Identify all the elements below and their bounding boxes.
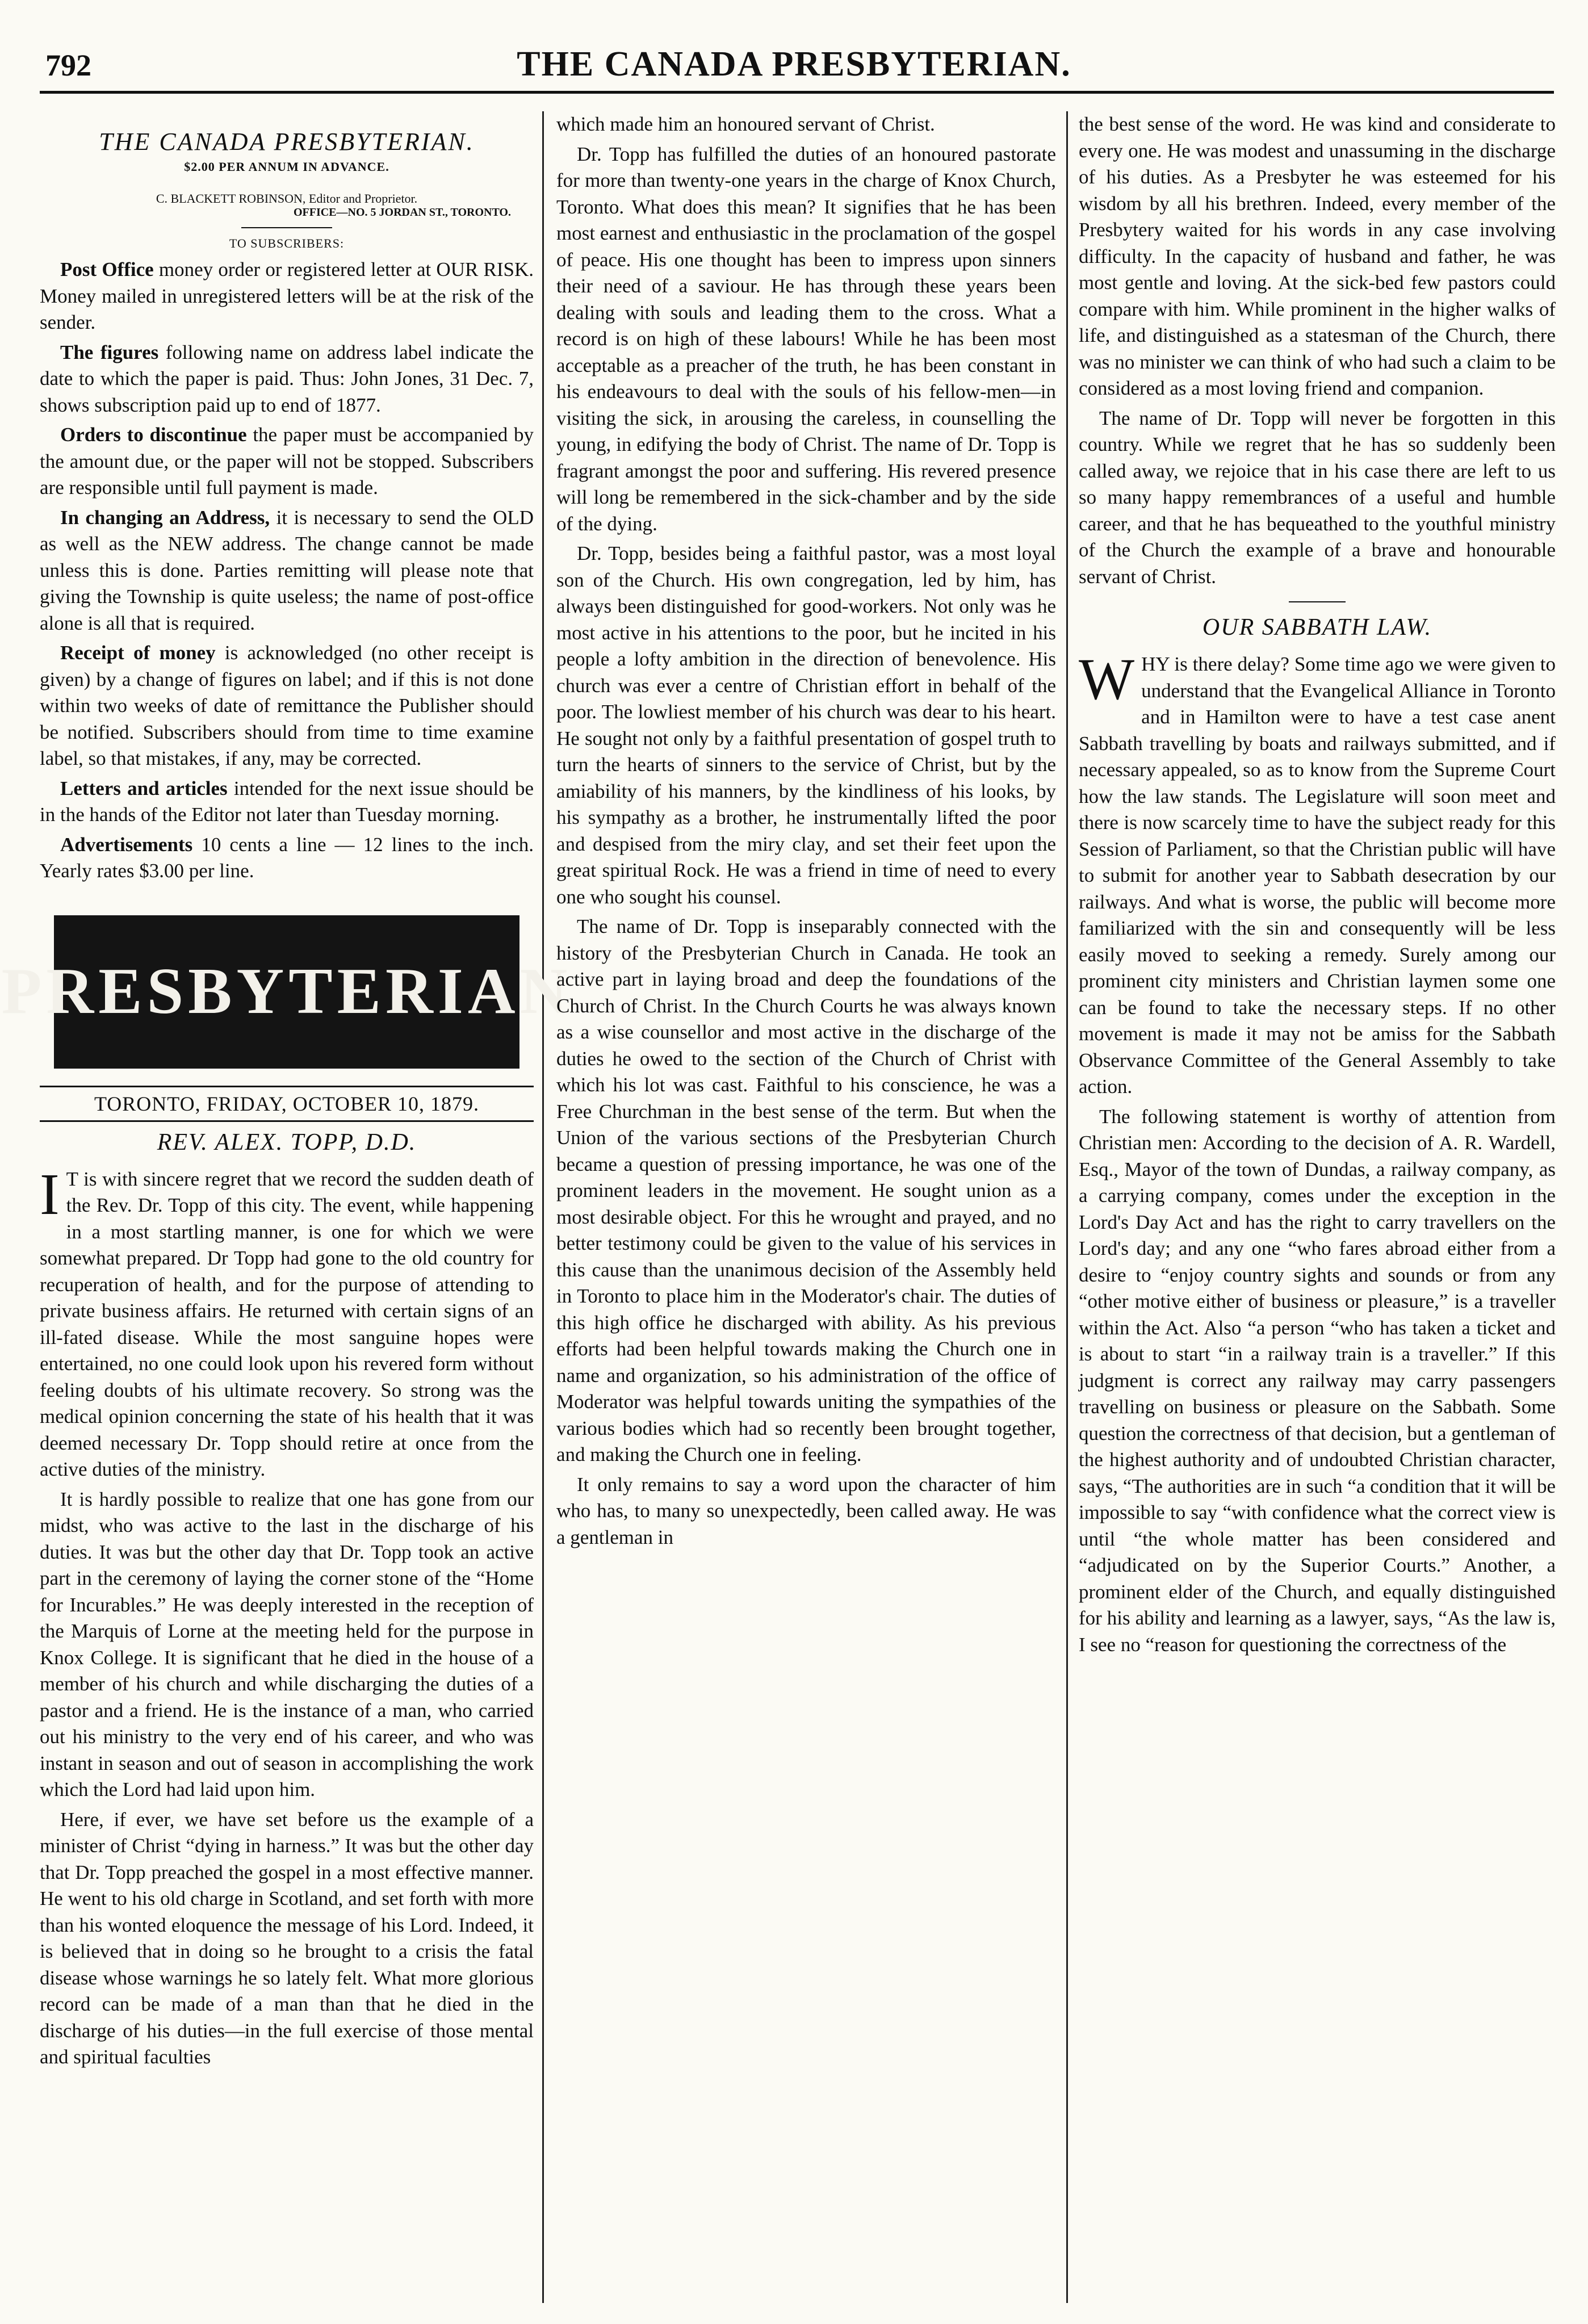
subscriber-notices xyxy=(40,257,534,885)
notice-item: Receipt of money is acknowledged (no other receipt is given) by a change of figures on label; and if this is not done within two weeks of date of remittance the Publisher should be notified. Subscribers should from time to time examine label, so that mistakes, if any, may be corrected. xyxy=(40,642,534,769)
article-paragraph: the best sense of the word. He was kind and considerate to every one. He was modest and unassuming in the discharge of his duties. As a Presbyter he was esteemed for his wisdom by all his brethren. Indeed, every member of the Presbytery waited for his words in any case involving difficulty. In the capacity of husband and father, he was most gentle and loving. At the sick-bed few pastors could compare with him. While prominent in the higher walks of life, and distinguished as a statesman of the Church, there was no minister we can think of who had such a claim to be considered as a most loving friend and companion. xyxy=(1079,113,1556,399)
dateline-rule xyxy=(40,1120,534,1122)
masthead-rule xyxy=(241,227,332,228)
article-paragraph: Dr. Topp, besides being a faithful pastor, was a most loyal son of the Church. His own congregation, led by him, has always been distinguished for good-workers. Not only was he most active in his attentions to the poor, but he incited in his people a lofty ambition in the direction of benevolence. His church was ever a centre of Christian effort in behalf of the poor. The lowliest member of his church was dear to his heart. He sought not only by a faithful presentation of gospel truth to turn the hearts of sinners to the service of Christ, but by the amiability of his manners, by the kindliness of his looks, by his sympathy as a brother, he instrumentally lifted the poor and despised from the miry clay, and set their feet upon the great spiritual Rock. He was a friend in time of need to every one who sought his counsel. xyxy=(556,542,1056,908)
notice-item: The figures following name on address label indicate the date to which the paper is paid. Thus: John Jones, 31 Dec. 7, shows subscription paid up to end of 1877. xyxy=(40,341,534,416)
notice-item: Advertisements 10 cents a line — 12 lines to the inch. Yearly rates $3.00 per line. xyxy=(40,833,534,882)
dateline-rule xyxy=(40,1086,534,1087)
masthead-paper-name: THE CANADA PRESBYTERIAN. xyxy=(99,128,475,156)
article-paragraph: It is hardly possible to realize that one has gone from our midst, who was active to the last in the discharge of his duties. It was but the other day that Dr. Topp took an active part in the ceremony of laying the corner stone of the “Home for Incurables.” He was deeply interested in the reception of the Marquis of Lorne at the meeting held for the purpose in Knox College. It is significant that he died in the house of a member of his church and while discharging the duties of a pastor and a friend. He is the instance of a man, who carried out his ministry to the very end of his career, and who was instant in season and out of season in accomplishing the work which the Lord had laid upon him. xyxy=(40,1488,534,1800)
running-head-title: THE CANADA PRESBYTERIAN. xyxy=(517,45,1071,83)
column-divider xyxy=(1066,111,1068,2303)
masthead-publisher: C. BLACKETT ROBINSON, Editor and Proprietor. xyxy=(156,191,418,206)
banner-lettering: PRESBYTERIAN xyxy=(1,955,572,1028)
page-number: 792 xyxy=(45,48,91,82)
article-paragraph: The name of Dr. Topp will never be forgotten in this country. While we regret that he has so suddenly been called away, we rejoice that in his case there are left to us so many happy remembrances of a useful and humble career, and that he has bequeathed to the youthful ministry of the Church the example of a brave and honourable servant of Christ. xyxy=(1079,407,1556,588)
dateline: TORONTO, FRIDAY, OCTOBER 10, 1879. xyxy=(94,1092,480,1115)
article-paragraph: Here, if ever, we have set before us the example of a minister of Christ “dying in harness.” It was but the other day that Dr. Topp preached the gospel in a most effective manner. He went to his old charge in Scotland, and set forth with more than his wonted eloquence the message of his Lord. Indeed, it is believed that in doing so he brought to a crisis the fatal disease whose warnings he so lately felt. What more glorious record can be made of a man than that he died in the discharge of his duties—in the full exercise of those mental and spiritual faculties xyxy=(40,1808,534,2068)
column-1 xyxy=(1,111,572,2303)
drop-cap: I xyxy=(40,1161,60,1227)
column-2 xyxy=(556,111,1056,2303)
notice-item: Post Office money order or registered letter at OUR RISK. Money mailed in unregistered letters will be at the risk of the sender. xyxy=(40,258,534,333)
article-paragraph: It only remains to say a word upon the character of him who has, to many so unexpectedly, been called away. He was a gentleman in xyxy=(556,1473,1056,1548)
notice-item: In changing an Address, it is necessary to send the OLD as well as the NEW address. The change cannot be made unless this is done. Parties remitting will please note that giving the Township is quite useless; the name of post-office alone is all that is required. xyxy=(40,506,534,634)
column-divider xyxy=(542,111,544,2303)
article-paragraph: WHY is there delay? Some time ago we were given to understand that the Evangelical Alliance in Toronto and in Hamilton were to have a test case anent Sabbath travelling by boats and railways submitted, and if necessary appealed, so as to know from the Supreme Court how the law stands. The Legislature will soon meet and there is now scarcely time to have the subject ready for this Session of Parliament, so that the Christian public will have to submit for another year to Sabbath desecration by our railways. And what is worse, the public will become more familiarized with the sin and consequently will be less easily moved to seeking a remedy. Surely among our prominent city ministers and Christian laymen some one can be found to take the necessary steps. If no other movement is made it may not be amiss for the Sabbath Observance Committee of the General Assembly to take action. xyxy=(1079,647,1556,1098)
article-title-sabbath: OUR SABBATH LAW. xyxy=(1202,614,1432,640)
section-rule xyxy=(1289,601,1346,602)
article-paragraph: which made him an honoured servant of Christ. xyxy=(556,113,935,135)
notice-item: Letters and articles intended for the next issue should be in the hands of the Editor not later than Tuesday morning. xyxy=(40,777,534,826)
article-paragraph: I T is with sincere regret that we record the sudden death of the Rev. Dr. Topp of this city. The event, while happening in a most startling manner, is one for which we were somewhat prepared. Dr Topp had gone to the old country for recuperation of health, and for the purpose of attending to private business affairs. He returned with certain signs of an ill-fated disease. While the most sanguine hopes were entertained, no one could look upon his revered form without feeling doubts of his ultimate recovery. So strong was the medical opinion concerning the state of his health that it was deemed necessary Dr. Topp should retire at once from the active duties of the ministry. xyxy=(40,1161,534,1480)
presbyterian-banner-logo xyxy=(1,915,572,1069)
article-paragraph: The following statement is worthy of attention from Christian men: According to the decision of A. R. Wardell, Esq., Mayor of the town of Dundas, a railway company, as a carrying company, comes under the exception in the Lord's Day Act and has the right to carry travellers on the Lord's day; and any one “who fares abroad either from a desire to “enjoy country sights and sounds or from any “other motive either of business or pleasure,” is a traveller within the Act. Also “a person “who has taken a ticket and is about to start “in a railway train is a traveller.” If this judgment is correct any railway may carry passengers travelling on business or pleasure on the Sabbath. Some question the correctness of that decision, but a gentleman of the highest authority and of undoubted Christian character, says, “The authorities are in such “a condition that it will be impossible to say “with confidence what the correct view is until “the whole matter has been considered and “adjudicated on by the Superior Courts.” Another, a prominent elder of the Church, and equally distinguished for his ability and learning as a lawyer, says, “As the law is, I see no “reason for questioning the correctness of the xyxy=(1079,1105,1556,1656)
masthead-office: OFFICE—NO. 5 JORDAN ST., TORONTO. xyxy=(293,206,511,219)
article-paragraph: Dr. Topp has fulfilled the duties of an honoured pastorate for more than twenty-one years in the charge of Knox Church, Toronto. What does this mean? It signifies that he has been most earnest and enthusiastic in the proclamation of the gospel of peace. His one thought has been to impress upon sinners their need of a saviour. He has through these years been dealing with souls and leading them to the cross. What a record is on high of these labours! While he has been most acceptable as a preacher of the truth, he has been constant in his endeavours to deal with the souls of his fellow-men—in visiting the sick, in arousing the careless, in counselling the young, in edifying the body of Christ. The name of Dr. Topp is fragrant amongst the poor and suffering. His revered presence will long be remembered in the sick-chamber and by the side of the dying. xyxy=(556,143,1056,535)
subscribers-heading: TO SUBSCRIBERS: xyxy=(229,236,345,250)
notice-item: Orders to discontinue the paper must be accompanied by the amount due, or the paper will not be stopped. Subscribers are responsible until full payment is made. xyxy=(40,424,534,499)
article-title-topp: REV. ALEX. TOPP, D.D. xyxy=(157,1129,417,1155)
header-rule xyxy=(40,91,1554,94)
column-3 xyxy=(1079,111,1556,2303)
drop-cap: W xyxy=(1079,647,1135,712)
masthead-price: $2.00 PER ANNUM IN ADVANCE. xyxy=(184,160,389,174)
article-paragraph: The name of Dr. Topp is inseparably connected with the history of the Presbyterian Church in Canada. He took an active part in laying broad and deep the foundations of the Church of Christ. In the Church Courts he was always known as a wise counsellor and most active in the discharge of the duties he owed to the section of the Church of Christ with which his lot was cast. Faithful to his conscience, he was a Free Churchman in the best sense of the term. But when the Union of the various sections of the Presbyterian Church became a question of pressing importance, he was one of the prominent leaders in the movement. He sought union as a most desirable object. For this he wrought and prayed, and no better testimony could be given to the value of his services in this cause than the unanimous decision of the Assembly held in Toronto to place him in the Moderator's chair. The duties of this high office he discharged with ability. As his previous efforts had been helpful towards making the Church one in name and organization, so his administration of the office of Moderator was helpful towards uniting the sympathies of the various bodies which had so recently been brought together, and making the Church one in feeling. xyxy=(556,915,1056,1465)
